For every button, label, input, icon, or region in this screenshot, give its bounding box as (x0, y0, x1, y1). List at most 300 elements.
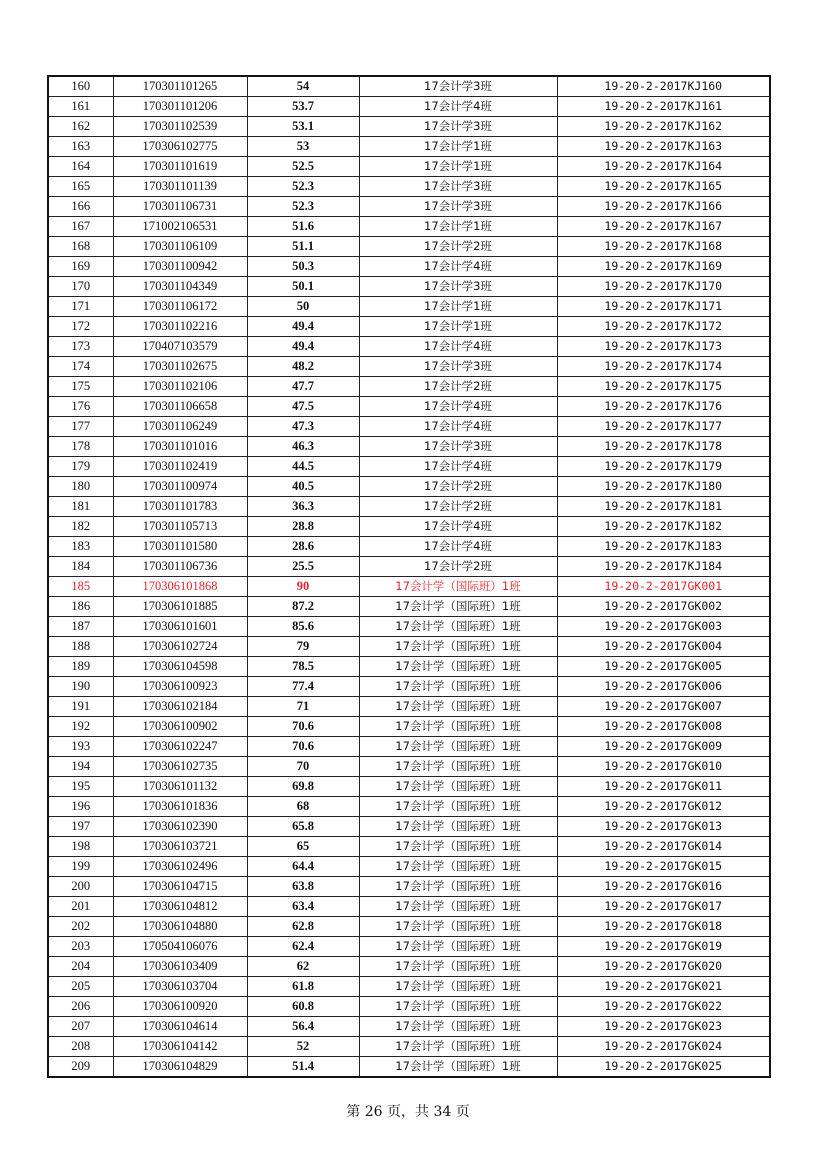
certificate-code: 19-20-2-2017KJ180 (557, 477, 770, 497)
table-row (48, 657, 770, 677)
score: 78.5 (247, 657, 359, 677)
certificate-code: 19-20-2-2017GK007 (557, 697, 770, 717)
class-name: 17会计学（国际班）1班 (359, 597, 557, 617)
class-name: 17会计学（国际班）1班 (359, 837, 557, 857)
student-id: 170301102106 (113, 377, 247, 397)
row-number: 164 (48, 157, 113, 177)
score: 65.8 (247, 817, 359, 837)
class-name: 17会计学4班 (359, 397, 557, 417)
certificate-code: 19-20-2-2017KJ184 (557, 557, 770, 577)
score: 60.8 (247, 997, 359, 1017)
score: 87.2 (247, 597, 359, 617)
class-name: 17会计学（国际班）1班 (359, 1057, 557, 1078)
student-id: 170301100942 (113, 257, 247, 277)
certificate-code: 19-20-2-2017GK011 (557, 777, 770, 797)
row-number: 198 (48, 837, 113, 857)
row-number: 195 (48, 777, 113, 797)
row-number: 161 (48, 97, 113, 117)
score: 52.3 (247, 197, 359, 217)
certificate-code: 19-20-2-2017GK017 (557, 897, 770, 917)
student-id: 170306102390 (113, 817, 247, 837)
table-row (48, 1037, 770, 1057)
table-row (48, 197, 770, 217)
class-name: 17会计学2班 (359, 497, 557, 517)
certificate-code: 19-20-2-2017KJ177 (557, 417, 770, 437)
row-number: 166 (48, 197, 113, 217)
table-row (48, 777, 770, 797)
row-number: 179 (48, 457, 113, 477)
row-number: 178 (48, 437, 113, 457)
score: 70 (247, 757, 359, 777)
table-row (48, 177, 770, 197)
class-name: 17会计学（国际班）1班 (359, 1017, 557, 1037)
row-number: 185 (48, 577, 113, 597)
student-id: 170301101016 (113, 437, 247, 457)
score: 46.3 (247, 437, 359, 457)
student-id: 170306102724 (113, 637, 247, 657)
score: 53.1 (247, 117, 359, 137)
class-name: 17会计学（国际班）1班 (359, 797, 557, 817)
student-id: 170504106076 (113, 937, 247, 957)
certificate-code: 19-20-2-2017KJ167 (557, 217, 770, 237)
table-row (48, 997, 770, 1017)
class-name: 17会计学1班 (359, 217, 557, 237)
student-id: 170301106731 (113, 197, 247, 217)
table-row (48, 597, 770, 617)
results-table-body (48, 76, 770, 1077)
class-name: 17会计学4班 (359, 97, 557, 117)
table-row (48, 837, 770, 857)
student-id: 171002106531 (113, 217, 247, 237)
certificate-code: 19-20-2-2017GK020 (557, 957, 770, 977)
student-id: 170306104880 (113, 917, 247, 937)
row-number: 197 (48, 817, 113, 837)
certificate-code: 19-20-2-2017GK023 (557, 1017, 770, 1037)
score: 61.8 (247, 977, 359, 997)
class-name: 17会计学（国际班）1班 (359, 697, 557, 717)
row-number: 162 (48, 117, 113, 137)
row-number: 189 (48, 657, 113, 677)
table-row (48, 557, 770, 577)
class-name: 17会计学4班 (359, 257, 557, 277)
page-footer: 第 26 页，共 34 页 (346, 1104, 470, 1120)
score: 50.1 (247, 277, 359, 297)
student-id: 170306104715 (113, 877, 247, 897)
certificate-code: 19-20-2-2017KJ176 (557, 397, 770, 417)
score: 53.7 (247, 97, 359, 117)
class-name: 17会计学1班 (359, 137, 557, 157)
student-id: 170306102184 (113, 697, 247, 717)
row-number: 196 (48, 797, 113, 817)
student-id: 170301101139 (113, 177, 247, 197)
score: 54 (247, 76, 359, 97)
table-row (48, 157, 770, 177)
student-id: 170306100923 (113, 677, 247, 697)
score: 51.1 (247, 237, 359, 257)
certificate-code: 19-20-2-2017GK008 (557, 717, 770, 737)
student-id: 170306103409 (113, 957, 247, 977)
table-row (48, 577, 770, 597)
certificate-code: 19-20-2-2017GK010 (557, 757, 770, 777)
row-number: 204 (48, 957, 113, 977)
score: 48.2 (247, 357, 359, 377)
certificate-code: 19-20-2-2017KJ170 (557, 277, 770, 297)
row-number: 171 (48, 297, 113, 317)
student-id: 170306102247 (113, 737, 247, 757)
row-number: 208 (48, 1037, 113, 1057)
table-row (48, 257, 770, 277)
certificate-code: 19-20-2-2017KJ160 (557, 76, 770, 97)
row-number: 188 (48, 637, 113, 657)
student-id: 170306102496 (113, 857, 247, 877)
class-name: 17会计学（国际班）1班 (359, 817, 557, 837)
class-name: 17会计学（国际班）1班 (359, 937, 557, 957)
student-id: 170301101206 (113, 97, 247, 117)
score: 52.5 (247, 157, 359, 177)
table-row (48, 877, 770, 897)
certificate-code: 19-20-2-2017GK009 (557, 737, 770, 757)
class-name: 17会计学（国际班）1班 (359, 897, 557, 917)
student-id: 170306104142 (113, 1037, 247, 1057)
class-name: 17会计学3班 (359, 117, 557, 137)
class-name: 17会计学（国际班）1班 (359, 577, 557, 597)
table-row (48, 377, 770, 397)
table-row (48, 1057, 770, 1078)
certificate-code: 19-20-2-2017GK014 (557, 837, 770, 857)
score: 52 (247, 1037, 359, 1057)
student-id: 170306101868 (113, 577, 247, 597)
row-number: 207 (48, 1017, 113, 1037)
student-id: 170301102216 (113, 317, 247, 337)
table-row (48, 117, 770, 137)
row-number: 181 (48, 497, 113, 517)
certificate-code: 19-20-2-2017GK005 (557, 657, 770, 677)
student-id: 170306104812 (113, 897, 247, 917)
student-id: 170301101783 (113, 497, 247, 517)
certificate-code: 19-20-2-2017GK013 (557, 817, 770, 837)
row-number: 186 (48, 597, 113, 617)
certificate-code: 19-20-2-2017GK016 (557, 877, 770, 897)
row-number: 190 (48, 677, 113, 697)
row-number: 163 (48, 137, 113, 157)
score: 49.4 (247, 337, 359, 357)
table-row (48, 357, 770, 377)
class-name: 17会计学4班 (359, 457, 557, 477)
score: 64.4 (247, 857, 359, 877)
certificate-code: 19-20-2-2017GK018 (557, 917, 770, 937)
certificate-code: 19-20-2-2017GK019 (557, 937, 770, 957)
row-number: 170 (48, 277, 113, 297)
score: 44.5 (247, 457, 359, 477)
certificate-code: 19-20-2-2017GK025 (557, 1057, 770, 1078)
certificate-code: 19-20-2-2017GK021 (557, 977, 770, 997)
class-name: 17会计学（国际班）1班 (359, 777, 557, 797)
certificate-code: 19-20-2-2017KJ182 (557, 517, 770, 537)
table-row (48, 957, 770, 977)
certificate-code: 19-20-2-2017KJ179 (557, 457, 770, 477)
score: 49.4 (247, 317, 359, 337)
row-number: 206 (48, 997, 113, 1017)
results-table (47, 75, 771, 1078)
class-name: 17会计学（国际班）1班 (359, 617, 557, 637)
table-row (48, 617, 770, 637)
table-row (48, 937, 770, 957)
score: 65 (247, 837, 359, 857)
student-id: 170301104349 (113, 277, 247, 297)
student-id: 170306102775 (113, 137, 247, 157)
class-name: 17会计学1班 (359, 157, 557, 177)
certificate-code: 19-20-2-2017KJ164 (557, 157, 770, 177)
table-row (48, 797, 770, 817)
score: 36.3 (247, 497, 359, 517)
score: 52.3 (247, 177, 359, 197)
student-id: 170306101885 (113, 597, 247, 617)
table-row (48, 517, 770, 537)
row-number: 177 (48, 417, 113, 437)
student-id: 170306102735 (113, 757, 247, 777)
certificate-code: 19-20-2-2017KJ178 (557, 437, 770, 457)
certificate-code: 19-20-2-2017GK001 (557, 577, 770, 597)
table-row (48, 977, 770, 997)
certificate-code: 19-20-2-2017KJ181 (557, 497, 770, 517)
certificate-code: 19-20-2-2017GK015 (557, 857, 770, 877)
score: 28.6 (247, 537, 359, 557)
student-id: 170301106658 (113, 397, 247, 417)
student-id: 170301102675 (113, 357, 247, 377)
table-row (48, 757, 770, 777)
table-row (48, 137, 770, 157)
class-name: 17会计学（国际班）1班 (359, 857, 557, 877)
row-number: 203 (48, 937, 113, 957)
class-name: 17会计学（国际班）1班 (359, 637, 557, 657)
row-number: 173 (48, 337, 113, 357)
row-number: 200 (48, 877, 113, 897)
certificate-code: 19-20-2-2017KJ183 (557, 537, 770, 557)
row-number: 202 (48, 917, 113, 937)
student-id: 170306101836 (113, 797, 247, 817)
score: 90 (247, 577, 359, 597)
student-id: 170301102539 (113, 117, 247, 137)
certificate-code: 19-20-2-2017KJ162 (557, 117, 770, 137)
row-number: 175 (48, 377, 113, 397)
class-name: 17会计学2班 (359, 557, 557, 577)
table-row (48, 437, 770, 457)
score: 79 (247, 637, 359, 657)
score: 85.6 (247, 617, 359, 637)
table-row (48, 1017, 770, 1037)
class-name: 17会计学（国际班）1班 (359, 997, 557, 1017)
class-name: 17会计学（国际班）1班 (359, 657, 557, 677)
class-name: 17会计学1班 (359, 297, 557, 317)
score: 40.5 (247, 477, 359, 497)
table-row (48, 717, 770, 737)
certificate-code: 19-20-2-2017KJ175 (557, 377, 770, 397)
score: 51.4 (247, 1057, 359, 1078)
certificate-code: 19-20-2-2017GK004 (557, 637, 770, 657)
student-id: 170306103721 (113, 837, 247, 857)
row-number: 182 (48, 517, 113, 537)
score: 62 (247, 957, 359, 977)
certificate-code: 19-20-2-2017KJ173 (557, 337, 770, 357)
class-name: 17会计学3班 (359, 177, 557, 197)
certificate-code: 19-20-2-2017KJ163 (557, 137, 770, 157)
table-row (48, 337, 770, 357)
table-row (48, 497, 770, 517)
certificate-code: 19-20-2-2017GK002 (557, 597, 770, 617)
row-number: 176 (48, 397, 113, 417)
student-id: 170306103704 (113, 977, 247, 997)
student-id: 170301106109 (113, 237, 247, 257)
table-row (48, 457, 770, 477)
class-name: 17会计学（国际班）1班 (359, 1037, 557, 1057)
table-row (48, 297, 770, 317)
score: 71 (247, 697, 359, 717)
table-row (48, 76, 770, 97)
student-id: 170306104614 (113, 1017, 247, 1037)
row-number: 165 (48, 177, 113, 197)
table-row (48, 417, 770, 437)
score: 47.3 (247, 417, 359, 437)
class-name: 17会计学4班 (359, 337, 557, 357)
certificate-code: 19-20-2-2017GK022 (557, 997, 770, 1017)
student-id: 170301101580 (113, 537, 247, 557)
certificate-code: 19-20-2-2017KJ172 (557, 317, 770, 337)
score: 50.3 (247, 257, 359, 277)
class-name: 17会计学（国际班）1班 (359, 917, 557, 937)
table-row (48, 317, 770, 337)
class-name: 17会计学（国际班）1班 (359, 957, 557, 977)
row-number: 184 (48, 557, 113, 577)
score: 63.4 (247, 897, 359, 917)
class-name: 17会计学3班 (359, 437, 557, 457)
certificate-code: 19-20-2-2017GK012 (557, 797, 770, 817)
class-name: 17会计学（国际班）1班 (359, 877, 557, 897)
score: 68 (247, 797, 359, 817)
row-number: 201 (48, 897, 113, 917)
table-row (48, 97, 770, 117)
student-id: 170306104829 (113, 1057, 247, 1078)
certificate-code: 19-20-2-2017KJ161 (557, 97, 770, 117)
class-name: 17会计学（国际班）1班 (359, 757, 557, 777)
page-sheet (47, 75, 769, 1122)
student-id: 170306100902 (113, 717, 247, 737)
row-number: 199 (48, 857, 113, 877)
score: 69.8 (247, 777, 359, 797)
score: 25.5 (247, 557, 359, 577)
class-name: 17会计学3班 (359, 197, 557, 217)
class-name: 17会计学3班 (359, 277, 557, 297)
table-row (48, 697, 770, 717)
class-name: 17会计学3班 (359, 357, 557, 377)
certificate-code: 19-20-2-2017KJ169 (557, 257, 770, 277)
certificate-code: 19-20-2-2017GK006 (557, 677, 770, 697)
score: 70.6 (247, 717, 359, 737)
student-id: 170301102419 (113, 457, 247, 477)
certificate-code: 19-20-2-2017KJ166 (557, 197, 770, 217)
class-name: 17会计学2班 (359, 237, 557, 257)
score: 63.8 (247, 877, 359, 897)
class-name: 17会计学（国际班）1班 (359, 977, 557, 997)
student-id: 170301106736 (113, 557, 247, 577)
row-number: 205 (48, 977, 113, 997)
score: 62.4 (247, 937, 359, 957)
table-row (48, 917, 770, 937)
table-row (48, 817, 770, 837)
row-number: 192 (48, 717, 113, 737)
class-name: 17会计学3班 (359, 76, 557, 97)
row-number: 168 (48, 237, 113, 257)
class-name: 17会计学1班 (359, 317, 557, 337)
score: 53 (247, 137, 359, 157)
student-id: 170306101132 (113, 777, 247, 797)
certificate-code: 19-20-2-2017KJ174 (557, 357, 770, 377)
score: 28.8 (247, 517, 359, 537)
table-row (48, 857, 770, 877)
certificate-code: 19-20-2-2017KJ171 (557, 297, 770, 317)
table-row (48, 537, 770, 557)
certificate-code: 19-20-2-2017KJ165 (557, 177, 770, 197)
class-name: 17会计学（国际班）1班 (359, 737, 557, 757)
table-row (48, 397, 770, 417)
student-id: 170306104598 (113, 657, 247, 677)
score: 70.6 (247, 737, 359, 757)
row-number: 174 (48, 357, 113, 377)
score: 62.8 (247, 917, 359, 937)
row-number: 160 (48, 76, 113, 97)
table-row (48, 277, 770, 297)
table-row (48, 237, 770, 257)
class-name: 17会计学（国际班）1班 (359, 717, 557, 737)
score: 77.4 (247, 677, 359, 697)
row-number: 167 (48, 217, 113, 237)
score: 50 (247, 297, 359, 317)
score: 56.4 (247, 1017, 359, 1037)
row-number: 193 (48, 737, 113, 757)
student-id: 170301100974 (113, 477, 247, 497)
table-row (48, 217, 770, 237)
score: 47.5 (247, 397, 359, 417)
class-name: 17会计学4班 (359, 517, 557, 537)
row-number: 191 (48, 697, 113, 717)
student-id: 170407103579 (113, 337, 247, 357)
student-id: 170301105713 (113, 517, 247, 537)
certificate-code: 19-20-2-2017KJ168 (557, 237, 770, 257)
certificate-code: 19-20-2-2017GK003 (557, 617, 770, 637)
student-id: 170301101265 (113, 76, 247, 97)
table-row (48, 637, 770, 657)
student-id: 170306100920 (113, 997, 247, 1017)
table-row (48, 677, 770, 697)
student-id: 170301106172 (113, 297, 247, 317)
table-row (48, 737, 770, 757)
row-number: 169 (48, 257, 113, 277)
table-row (48, 477, 770, 497)
row-number: 183 (48, 537, 113, 557)
student-id: 170301106249 (113, 417, 247, 437)
row-number: 187 (48, 617, 113, 637)
row-number: 180 (48, 477, 113, 497)
row-number: 209 (48, 1057, 113, 1078)
table-row (48, 897, 770, 917)
class-name: 17会计学（国际班）1班 (359, 677, 557, 697)
class-name: 17会计学2班 (359, 377, 557, 397)
student-id: 170306101601 (113, 617, 247, 637)
class-name: 17会计学2班 (359, 477, 557, 497)
class-name: 17会计学4班 (359, 537, 557, 557)
student-id: 170301101619 (113, 157, 247, 177)
class-name: 17会计学4班 (359, 417, 557, 437)
row-number: 194 (48, 757, 113, 777)
